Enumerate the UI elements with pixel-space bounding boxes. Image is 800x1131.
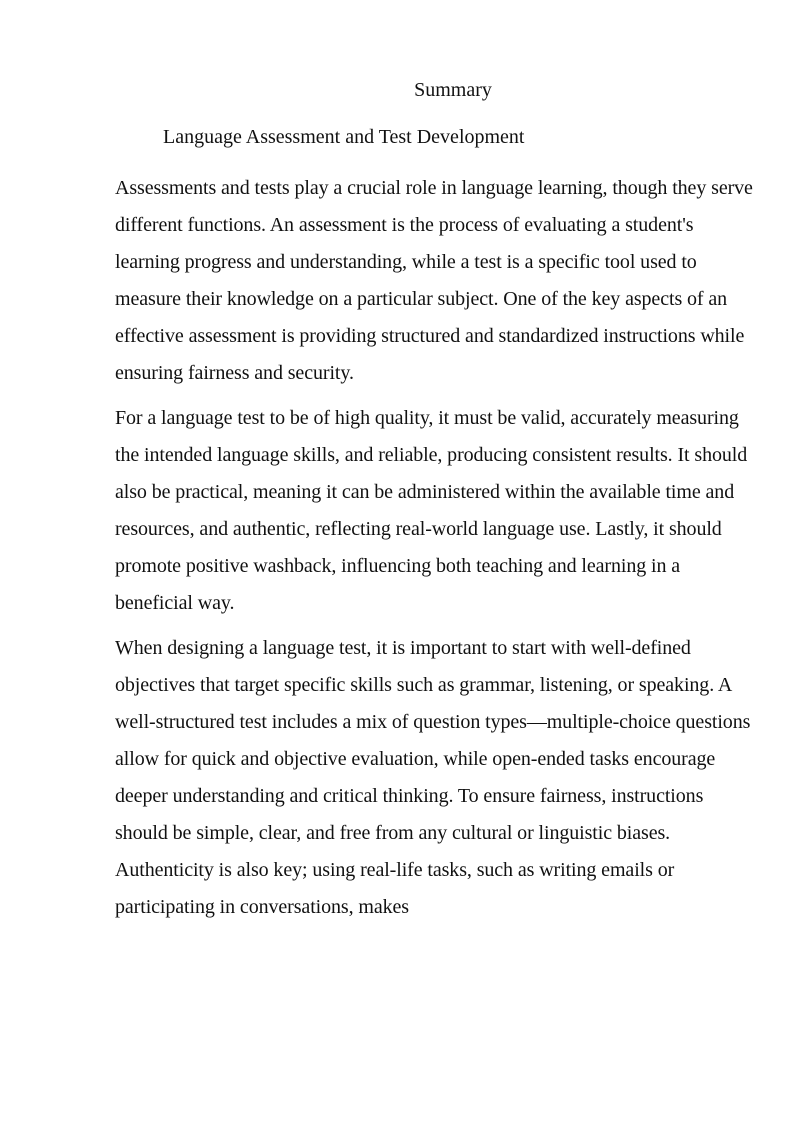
paragraph-3: When designing a language test, it is important to start with well-defined objectives that target specific skills such as grammar, listening, or speaking. A well-structured test includes a mix of question types—multiple-choice questions allow for quick and objective evaluation, while open-ended tasks encourage deeper understanding and critical thinking. To ensure fairness, instructions should be simple, clear, and free from any cultural or linguistic biases. Authenticity is also key; using real-life tasks, such as writing emails or participating in conversations, makes [115, 637, 751, 918]
document-title: Summary [414, 79, 492, 101]
document-body [115, 170, 755, 934]
document-subtitle: Language Assessment and Test Development [163, 126, 525, 148]
paragraph-1: Assessments and tests play a crucial role in language learning, though they serve different functions. An assessment is the process of evaluating a student's learning progress and understanding, while a test is a specific tool used to measure their knowledge on a particular subject. One of the key aspects of an effective assessment is providing structured and standardized instructions while ensuring fairness and security. [115, 177, 753, 384]
paragraph-2: For a language test to be of high quality, it must be valid, accurately measuring the intended language skills, and reliable, producing consistent results. It should also be practical, meaning it can be administered within the available time and resources, and authentic, reflecting real-world language use. Lastly, it should promote positive washback, influencing both teaching and learning in a beneficial way. [115, 407, 748, 614]
